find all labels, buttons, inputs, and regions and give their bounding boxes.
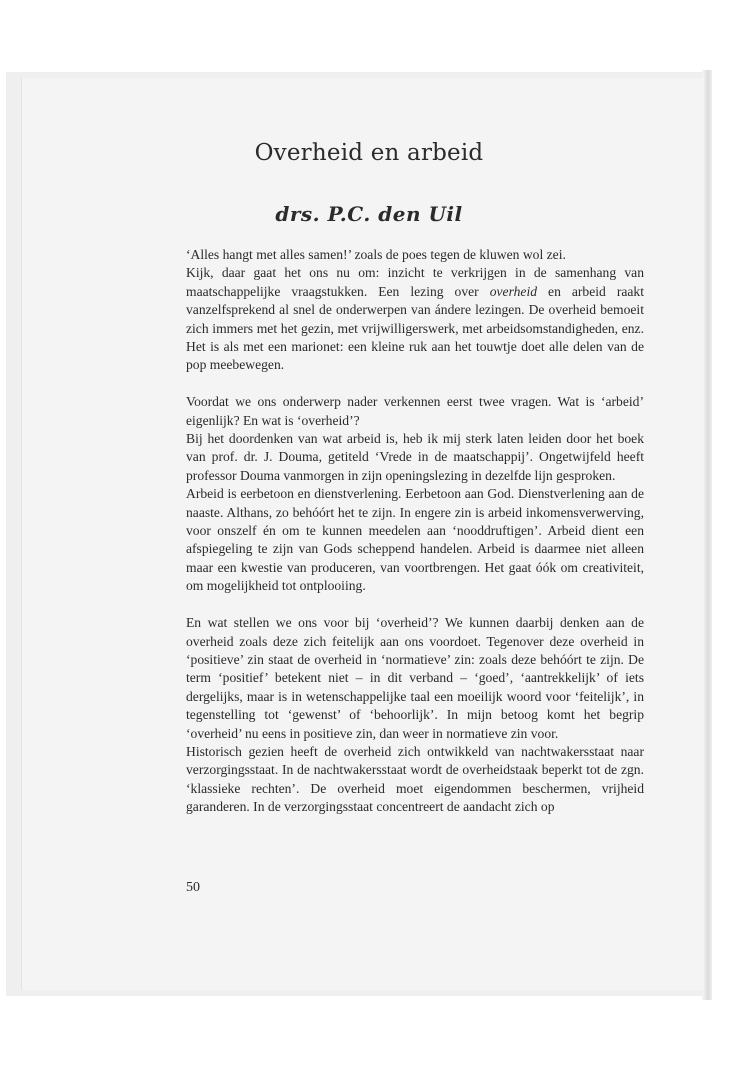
chapter-title: Overheid en arbeid (254, 140, 484, 166)
paragraph: Voordat we ons onderwerp nader verkennen eerst twee vragen. Wat is ‘arbeid’ eigenlijk? En wat is ‘overheid’? (186, 394, 644, 428)
emphasis-overheid: overheid (489, 283, 538, 299)
paragraph: Arbeid is eerbetoon en dienstverlening. Eerbetoon aan God. Dienstverlening aan de naaste. Althans, zo behóórt het te zijn. In engere zin is arbeid inkomensverwerving, voor onszelf én om te kunnen meedelen aan ‘nooddruftigen’. Arbeid dient een afspiegeling te zijn van Gods scheppend handelen. Arbeid is daarmee niet alleen maar een kwestie van produceren, van voortbrengen. Het gaat óók om creativiteit, om mogelijkheid tot ontplooiing. (186, 486, 644, 594)
paragraph (186, 264, 644, 374)
body-text (186, 246, 644, 817)
paragraph: Bij het doordenken van wat arbeid is, heb ik mij sterk laten leiden door het boek van prof. dr. J. Douma, getiteld ‘Vrede in de maatschappij’. Ongetwijfeld heeft professor Douma vanmorgen in zijn openingslezing in dezelfde lijn gesproken. (186, 431, 644, 483)
paragraph-text: en arbeid raakt vanzelfsprekend al snel de onderwerpen van ándere lezingen. De overheid bemoeit zich immers met het gezin, met vrijwilligerswerk, met arbeidsomstandigheden, enz. Het is als met een marionet: een kleine ruk aan het touwtje doet alle delen van de pop meebewegen. (186, 283, 644, 373)
page-number: 50 (186, 880, 200, 895)
chapter-author: drs. P.C. den Uil (275, 202, 463, 226)
paragraph: En wat stellen we ons voor bij ‘overheid’? We kunnen daarbij denken aan de overheid zoals deze zich feitelijk aan ons voordoet. Tegenover deze overheid in ‘positieve’ zin staat de overheid in ‘normatieve’ zin: zoals deze behóórt te zijn. De term ‘positief’ betekent niet – in dit verband – ‘goed’, ‘aantrekkelijk’ of iets dergelijks, maar is in wetenschappelijke taal een moeilijk woord voor ‘feitelijk’, in tegenstelling tot ‘gewenst’ of ‘behoorlijk’. In mijn betoog komt het begrip ‘overheid’ nu eens in positieve zin, dan weer in normatieve zin voor. (186, 615, 644, 741)
paragraph: ‘Alles hangt met alles samen!’ zoals de poes tegen de kluwen wol zei. (186, 247, 566, 262)
paragraph-text: Kijk, daar gaat het ons nu om: inzicht te verkrijgen in de samenhang van maatschappelijke vraagstukken. Een lezing over (186, 265, 644, 299)
paragraph: Historisch gezien heeft de overheid zich ontwikkeld van nachtwakersstaat naar verzorgingsstaat. In de nachtwakersstaat wordt de overheidstaak beperkt tot de zgn. ‘klassieke rechten’. De overheid moet eigendommen beschermen, vrijheid garanderen. In de verzorgingsstaat concentreert de aandacht zich op (186, 743, 644, 815)
